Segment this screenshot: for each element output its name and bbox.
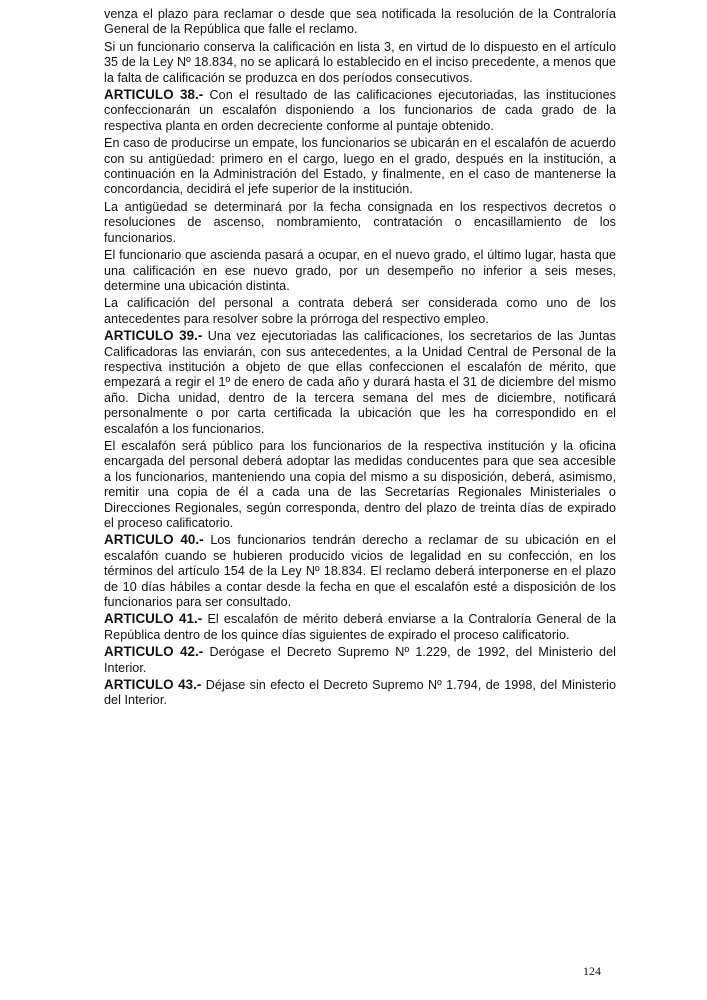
paragraph-text: Los funcionarios tendrán derecho a reclamar de su ubicación en el escalafón cuando se hubieren producido vicios de legalidad en su confección, en los términos del artículo 154 de la Ley Nº 18.834. El reclamo deberá interponerse en el plazo de 10 días hábiles a contar desde la fecha en que el escalafón esté a disposición de los funcionarios para ser consultado. [104,533,617,610]
document-body [104,6,616,710]
article-41 [104,611,616,643]
paragraph [104,295,616,327]
paragraph-text: En caso de producirse un empate, los funcionarios se ubicarán en el escalafón de acuerdo con su antigüedad: primero en el cargo, luego en el grado, después en la institución, a continuación en la Administración del Estado, y finalmente, en el caso de mantenerse la concordancia, decidirá el jefe superior de la institución. [104,136,616,197]
paragraph-text: Si un funcionario conserva la calificación en lista 3, en virtud de lo dispuesto en el artículo 35 de la Ley Nº 18.834, no se aplicará lo establecido en el inciso precedente, a menos que la falta de calificación se produzca en dos períodos consecutivos. [104,39,616,85]
paragraph-text: La antigüedad se determinará por la fecha consignada en los respectivos decretos o resoluciones de ascenso, nombramiento, contratación o encasillamiento de los funcionarios. [104,199,616,245]
paragraph [104,199,616,246]
article-43 [104,677,616,709]
article-heading: ARTICULO 43.- [104,677,202,693]
article-42 [104,644,616,676]
paragraph-text: Déjase sin efecto el Decreto Supremo Nº 1.794, de 1998, del Ministerio del Interior. [104,678,616,708]
paragraph-text: El funcionario que ascienda pasará a ocupar, en el nuevo grado, el último lugar, hasta que una calificación en ese nuevo grado, por un desempeño no inferior a seis meses, determine una ubicación distinta. [104,248,616,293]
article-40 [104,532,616,610]
article-heading: ARTICULO 41.- [104,611,203,627]
paragraph-text: Con el resultado de las calificaciones ejecutoriadas, las instituciones confeccionarán un escalafón disponiendo a los funcionarios de cada grado de la respectiva planta en orden decreciente conforme al puntaje obtenido. [104,88,616,133]
article-39 [104,328,616,437]
paragraph-text: El escalafón de mérito deberá enviarse a la Contraloría General de la República dentro de los quince días siguientes de expirado el proceso calificatorio. [104,612,616,642]
article-38 [104,87,616,134]
article-heading: ARTICULO 38.- [104,87,204,103]
article-heading: ARTICULO 39.- [104,328,203,344]
paragraph-text: La calificación del personal a contrata deberá ser considerada como uno de los antecedentes para resolver sobre la prórroga del respectivo empleo. [104,296,616,326]
article-heading: ARTICULO 42.- [104,644,204,660]
paragraph-text: venza el plazo para reclamar o desde que sea notificada la resolución de la Contraloría General de la República que falle el reclamo. [104,7,616,37]
paragraph-text: El escalafón será público para los funcionarios de la respectiva institución y la oficina encargada del personal deberá adoptar las medidas conducentes para que sea accesible a los funcionarios, manteniendo una copia del mismo a su disposición, deberá, asimismo, remitir una copia de él a cada una de las Secretarías Regionales Ministeriales o Direcciones Regionales, según corresponda, dentro del plazo de treinta días de expirado el proceso calificatorio. [104,438,616,530]
paragraph [104,135,616,198]
paragraph [104,438,616,531]
page-number: 124 [583,964,601,978]
paragraph [104,39,616,86]
article-heading: ARTICULO 40.- [104,532,204,548]
paragraph [104,247,616,294]
paragraph-text: Derógase el Decreto Supremo Nº 1.229, de 1992, del Ministerio del Interior. [104,645,616,675]
paragraph-text: Una vez ejecutoriadas las calificaciones, los secretarios de las Juntas Calificadoras las enviarán, con sus antecedentes, a la Unidad Central de Personal de la respectiva institución a objeto de que ellas confeccionen el escalafón de mérito, que empezará a regir el 1º de enero de cada año y durará hasta el 31 de diciembre del mismo año. Dicha unidad, dentro de la tercera semana del mes de diciembre, notificará personalmente o por carta certificada la ubicación que les ha correspondido en el escalafón a los funcionarios. [104,329,616,436]
paragraph [104,6,616,38]
